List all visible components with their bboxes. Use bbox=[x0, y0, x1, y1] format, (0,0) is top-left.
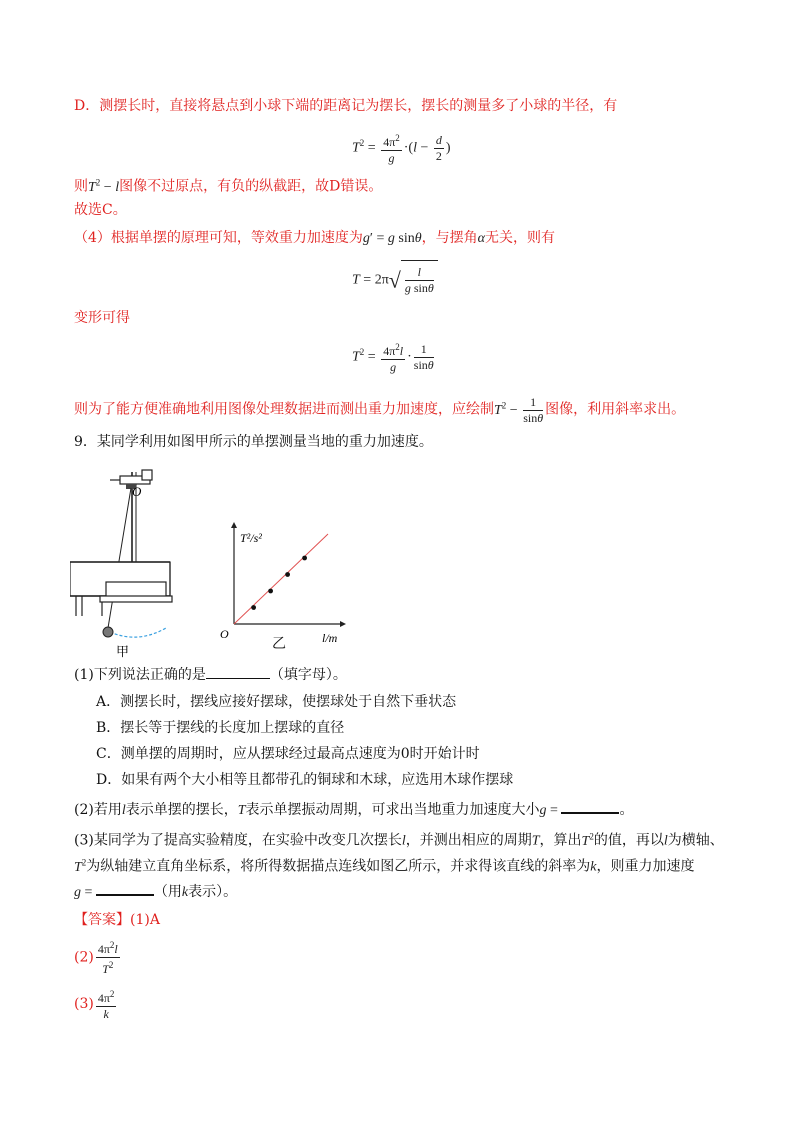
q2-mid1: 表示单摆的摆长， bbox=[125, 802, 238, 818]
y-axis-arrow bbox=[231, 522, 237, 528]
data-point bbox=[251, 605, 256, 610]
y-axis-label: T²/s² bbox=[240, 531, 262, 545]
figure-jia-label: 甲 bbox=[116, 644, 130, 659]
p4-mid: ，与摆角 bbox=[421, 230, 478, 246]
answer-3 bbox=[74, 986, 118, 1022]
q2-answer-blank[interactable] bbox=[561, 798, 619, 814]
answer-1-text: (1)A bbox=[130, 912, 160, 928]
q3-b: ，并测出相应的周期 bbox=[405, 832, 532, 849]
q2-line: (2)若用l表示单摆的摆长，T表示单摆振动周期，可求出当地重力加速度大小g = 。 bbox=[74, 798, 633, 821]
answer-1 bbox=[74, 910, 160, 930]
figure-t2-l-graph bbox=[216, 520, 356, 650]
q3-f: 为纵轴建立直角坐标系，将所得数据描点连线如图乙所示，并求得该直线的斜率为 bbox=[86, 858, 591, 875]
final-suffix: 图像，利用斜率求出。 bbox=[545, 401, 686, 418]
conclusion-suffix: 图像不过原点，有负的纵截距，故D错误。 bbox=[119, 178, 383, 195]
formula-t2-vs-inv-sin: $T^2$ − $\frac{1}{\sin\theta}$ bbox=[494, 394, 544, 425]
fit-line bbox=[234, 534, 328, 624]
option-d: D．如果有两个大小相等且都带孔的铜球和木球，应选用木球作摆球 bbox=[96, 772, 514, 788]
q3-c: ，算出 bbox=[539, 832, 582, 849]
q3-line3: g = （用k表示）。 bbox=[74, 880, 237, 903]
q3-line2: $T^2$为纵轴建立直角坐标系，将所得数据描点连线如图乙所示，并求得该直线的斜率为k，则重力加速度 bbox=[74, 857, 695, 875]
q3-h: （用 bbox=[153, 884, 182, 900]
q3-d: 的值，再以 bbox=[593, 832, 664, 849]
data-point bbox=[268, 589, 273, 594]
conclusion-prefix: 则 bbox=[74, 178, 88, 195]
solution-p4 bbox=[74, 228, 555, 249]
answer-3-prefix: (3) bbox=[74, 996, 94, 1012]
q2-mid2: 表示单摆振动周期，可求出当地重力加速度大小 bbox=[245, 802, 540, 818]
formula-t2-sin: $T^2$ = $\frac{4\pi^2l}{g}$ · $\frac{1}{\sin\theta}$ bbox=[352, 341, 434, 374]
final-prefix: 则为了能方便准确地利用图像处理数据进而测出重力加速度，应绘制 bbox=[74, 401, 494, 418]
pivot-label: O bbox=[132, 484, 142, 499]
q3-answer-blank[interactable] bbox=[96, 880, 154, 896]
figure-pendulum-apparatus bbox=[70, 466, 200, 660]
figure-yi-label: 乙 bbox=[272, 636, 286, 652]
solution-final bbox=[74, 390, 685, 426]
answer-2-formula: $\frac{4\pi^2l}{T^2}$ bbox=[97, 940, 118, 976]
x-axis-label: l/m bbox=[322, 631, 338, 645]
q1-answer-blank[interactable] bbox=[206, 664, 270, 679]
q1-text: (1)下列说法正确的是 bbox=[74, 667, 206, 683]
data-point bbox=[302, 556, 307, 561]
question-stem: 9．某同学利用如图甲所示的单摆测量当地的重力加速度。 bbox=[74, 434, 433, 450]
formula-period: T = 2π√ $\frac{l}{\text{g sinθ}}$ bbox=[352, 260, 438, 301]
answer-2-prefix: (2) bbox=[74, 949, 94, 966]
option-a: A．测摆长时，摆线应接好摆球，使摆球处于自然下垂状态 bbox=[96, 694, 457, 710]
swing-arc bbox=[110, 628, 166, 637]
answer-3-formula: $\frac{4\pi^2}{k}$ bbox=[97, 988, 115, 1021]
q2-suffix: 。 bbox=[619, 802, 634, 818]
symbol-alpha: α bbox=[477, 231, 485, 246]
q3-a: (3)某同学为了提高实验精度，在实验中改变几次摆长 bbox=[74, 832, 402, 849]
formula-t2-l-minus-d: $T^2$ = $\frac{4\pi^2}{g}$ ·(l − $\frac{d}{2}$ ) bbox=[352, 132, 451, 165]
formula-t2-minus-l: $T^2 - l$ bbox=[88, 177, 120, 195]
answer-label: 【答案】 bbox=[74, 912, 130, 928]
solution-d-text: D．测摆长时，直接将悬点到小球下端的距离记为摆长，摆长的测量多了小球的半径，有 bbox=[74, 98, 618, 114]
formula-g-prime: g′ = g sinθ bbox=[362, 231, 422, 246]
q1-line bbox=[74, 664, 347, 685]
q3-g: ，则重力加速度 bbox=[596, 858, 695, 875]
pendulum-bob bbox=[103, 627, 113, 637]
q3-i: 表示）。 bbox=[188, 884, 238, 900]
graph-origin-label: O bbox=[220, 627, 229, 641]
data-point bbox=[285, 572, 290, 577]
p4-prefix: （4）根据单摆的原理可知，等效重力加速度为 bbox=[74, 230, 363, 246]
solution-d-conclusion bbox=[74, 172, 382, 198]
solution-choose: 故选C。 bbox=[74, 202, 127, 218]
q1-suffix: （填字母）。 bbox=[269, 667, 347, 683]
pendulum-string bbox=[108, 488, 131, 628]
q3-e: 为横轴、 bbox=[667, 832, 724, 849]
clamp-knob bbox=[142, 470, 152, 480]
option-c: C．测单摆的周期时，应从摆球经过最高点速度为0时开始计时 bbox=[96, 746, 480, 762]
p4-suffix: 无关，则有 bbox=[484, 230, 555, 246]
option-b: B．摆长等于摆线的长度加上摆球的直径 bbox=[96, 720, 345, 736]
answer-2 bbox=[74, 938, 122, 977]
solution-transform: 变形可得 bbox=[74, 310, 130, 326]
q2-prefix: (2)若用 bbox=[74, 802, 122, 818]
q3-line1: (3)某同学为了提高实验精度，在实验中改变几次摆长l，并测出相应的周期T，算出$T^2$的值，再以l为横轴、 bbox=[74, 831, 724, 849]
x-axis-arrow bbox=[340, 621, 346, 627]
